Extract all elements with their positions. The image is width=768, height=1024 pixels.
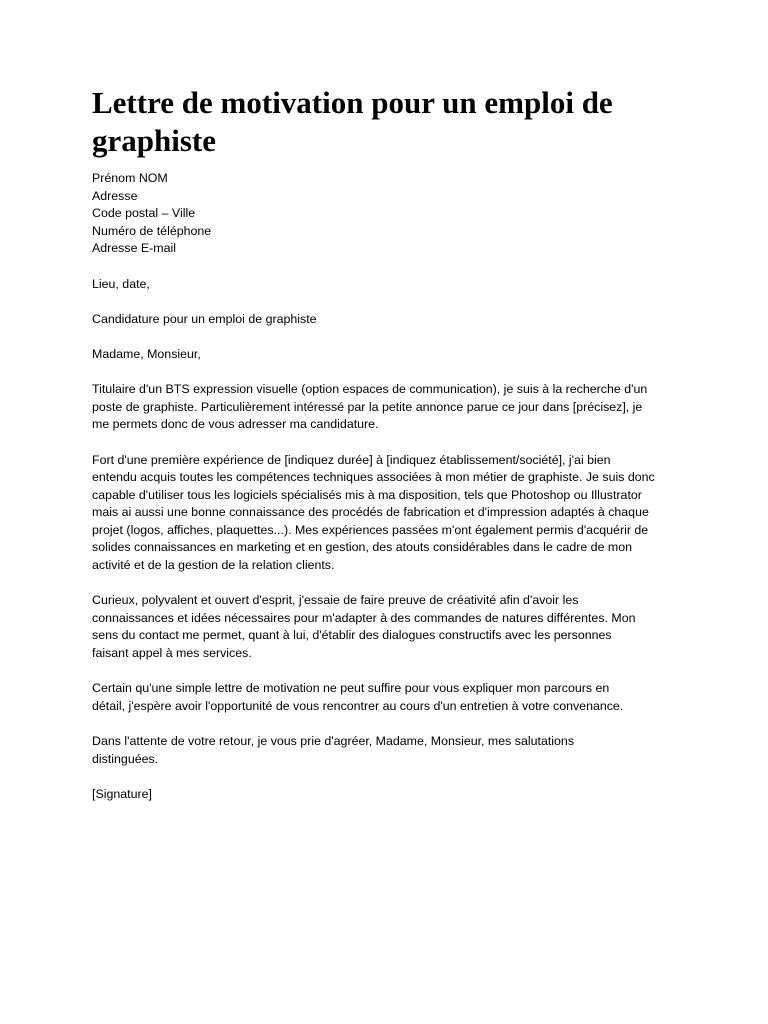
paragraph-qualities: Curieux, polyvalent et ouvert d'esprit, j'essaie de faire preuve de créativité afin d'avoir les connaissances et idées nécessaires pour m'adapter à des commandes de natures différentes. Mon sens du contact me permet, quant à lui, d'établir des dialogues constructifs avec les personnes faisant appel à mes services. (92, 593, 636, 661)
letter-title: Lettre de motivation pour un emploi de graphiste (92, 85, 613, 158)
sender-phone: Numéro de téléphone (92, 223, 212, 238)
sender-name: Prénom NOM (92, 171, 168, 185)
place-date: Lieu, date, (92, 276, 150, 291)
paragraph-interview: Certain qu'une simple lettre de motivation ne peut suffire pour vous expliquer mon parcours en détail, j'espère avoir l'opportunité de vous rencontrer au cours d'un entretien à votre convenance. (92, 681, 624, 713)
signature: [Signature] (92, 786, 152, 801)
paragraph-intro: Titulaire d'un BTS expression visuelle (option espaces de communication), je suis à la recherche d'un poste de graphiste. Particulièrement intéressé par la petite annonce parue ce jour dans [précisez], je me permets donc de vous adresser ma candidature. (92, 382, 648, 432)
paragraph-experience: Fort d'une première expérience de [indiquez durée] à [indiquez établissement/société], j'ai bien entendu acquis toutes les compétences techniques associées à mon métier de graphiste. Je suis donc capable d'utiliser tous les logiciels spécialisés mis à ma disposition, tels que Photoshop ou Illustrator mais ai aussi une bonne connaissance des procédés de fabrication et d'impression adaptés à chaque projet (logos, affiches, plaquettes...). Mes expériences passées m'ont également permis d'acquérir de solides connaissances en marketing et en gestion, des atouts considérables dans le cadre de mon activité et de la gestion de la relation clients. (92, 452, 655, 573)
sender-postal: Code postal – Ville (92, 206, 196, 221)
sender-address: Adresse (92, 188, 138, 203)
sender-block (92, 170, 692, 258)
paragraph-closing: Dans l'attente de votre retour, je vous prie d'agréer, Madame, Monsieur, mes salutations distinguées. (92, 734, 575, 766)
sender-email: Adresse E-mail (92, 241, 177, 256)
letter-body (92, 170, 692, 821)
salutation: Madame, Monsieur, (92, 346, 201, 361)
subject-line: Candidature pour un emploi de graphiste (92, 311, 317, 326)
